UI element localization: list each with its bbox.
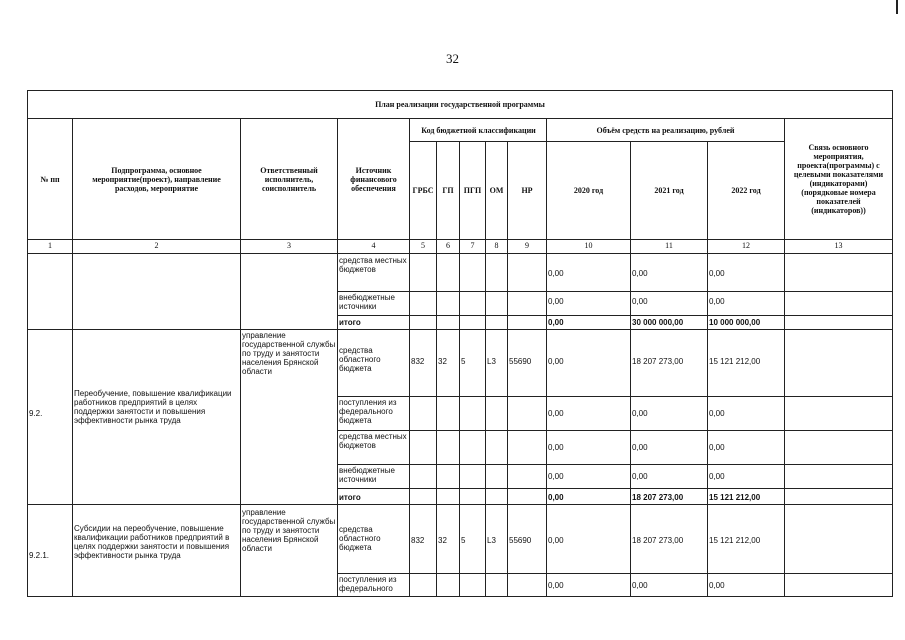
item-9-2-1-source-regional: средства областного бюджета (339, 525, 381, 552)
item-9-2-gp: 32 (438, 357, 447, 366)
item-9-2-nr: 55690 (509, 357, 532, 366)
colnum-10: 10 (584, 241, 593, 250)
header-gp: ГП (442, 186, 454, 195)
header-num: № пп (40, 174, 60, 184)
item-9-2-name: Переобучение, повышение квалификации работников предприятий в целях поддержки занятости и повышения эффективности рынка труда (74, 389, 232, 425)
colnum-7: 7 (470, 241, 475, 250)
item-9-2-total-2022: 15 121 212,00 (709, 493, 761, 502)
item-9-2-source-total: итого (339, 493, 361, 502)
page-number: 32 (446, 51, 459, 66)
item-9-2-1-grbs: 832 (411, 536, 425, 545)
cont-extra-2022: 0,00 (709, 297, 725, 306)
colnum-5: 5 (421, 241, 425, 250)
item-9-2-om: L3 (487, 357, 496, 366)
item-9-2-source-federal: поступления из федерального бюджета (339, 398, 397, 425)
colnum-9: 9 (525, 241, 529, 250)
item-9-2-1-federal-2021: 0,00 (632, 581, 648, 590)
header-nr: НР (521, 186, 533, 195)
item-9-2-federal-2020: 0,00 (548, 409, 564, 418)
item-9-2-extra-2022: 0,00 (709, 472, 725, 481)
item-9-2-1-source-federal: поступления из федерального (339, 575, 397, 593)
header-funds: Объём средств на реализацию, рублей (596, 125, 735, 135)
item-9-2-1-num: 9.2.1. (29, 551, 50, 560)
header-2021: 2021 год (654, 186, 684, 195)
item-9-2-grbs: 832 (411, 357, 425, 366)
item-9-2-pgp: 5 (461, 357, 466, 366)
item-9-2-1-federal-2022: 0,00 (709, 581, 725, 590)
item-9-2-extra-2020: 0,00 (548, 472, 564, 481)
item-9-2-1-om: L3 (487, 536, 496, 545)
colnum-2: 2 (154, 241, 159, 250)
colnum-12: 12 (742, 241, 750, 250)
item-9-2-num: 9.2. (29, 409, 43, 418)
item-9-2-1-regional-2020: 0,00 (548, 536, 564, 545)
colnum-11: 11 (665, 241, 673, 250)
header-link-indicators: Связь основного мероприятия, проекта(программы) с целевыми показателями (индикаторами) (порядковые номера показателей (индикаторов)) (793, 143, 884, 215)
cont-total-2020: 0,00 (548, 318, 564, 327)
header-grbs: ГРБС (412, 186, 434, 195)
cont-local-2021: 0,00 (632, 269, 648, 278)
cont-source-total: итого (339, 318, 361, 327)
item-9-2-1-regional-2021: 18 207 273,00 (632, 536, 684, 545)
header-budget-code: Код бюджетной классификации (421, 125, 536, 135)
colnum-4: 4 (371, 241, 376, 250)
item-9-2-total-2020: 0,00 (548, 493, 564, 502)
item-9-2-source-local: средства местных бюджетов (339, 432, 407, 450)
item-9-2-total-2021: 18 207 273,00 (632, 493, 684, 502)
item-9-2-regional-2021: 18 207 273,00 (632, 357, 684, 366)
cont-extra-2020: 0,00 (548, 297, 564, 306)
implementation-plan-table (27, 90, 893, 597)
colnum-8: 8 (494, 241, 499, 250)
table-title: План реализации государственной программы (375, 100, 545, 109)
item-9-2-local-2021: 0,00 (632, 443, 648, 452)
header-source: Источник финансового обеспечения (350, 165, 397, 193)
colnum-6: 6 (446, 241, 450, 250)
item-9-2-local-2020: 0,00 (548, 443, 564, 452)
header-2022: 2022 год (731, 186, 761, 195)
item-9-2-source-regional: средства областного бюджета (339, 346, 381, 373)
header-name: Подпрограмма, основное мероприятие(проект), направление расходов, мероприятие (92, 165, 221, 193)
item-9-2-1-federal-2020: 0,00 (548, 581, 564, 590)
item-9-2-1-regional-2022: 15 121 212,00 (709, 536, 761, 545)
header-om: ОМ (489, 186, 504, 195)
item-9-2-federal-2021: 0,00 (632, 409, 648, 418)
colnum-3: 3 (287, 241, 291, 250)
item-9-2-responsible: управление государственной службы по труду и занятости населения Брянской области (242, 331, 336, 376)
item-9-2-federal-2022: 0,00 (709, 409, 725, 418)
item-9-2-local-2022: 0,00 (709, 443, 725, 452)
header-pgp: ПГП (463, 186, 482, 195)
cont-source-extra: внебюджетные источники (339, 293, 395, 311)
header-2020: 2020 год (573, 186, 604, 195)
item-9-2-1-pgp: 5 (461, 536, 466, 545)
item-9-2-1-nr: 55690 (509, 536, 532, 545)
cont-total-2021: 30 000 000,00 (632, 318, 684, 327)
item-9-2-source-extra: внебюджетные источники (339, 466, 395, 484)
item-9-2-regional-2022: 15 121 212,00 (709, 357, 761, 366)
cont-local-2022: 0,00 (709, 269, 725, 278)
cont-local-2020: 0,00 (548, 269, 564, 278)
item-9-2-1-name: Субсидии на переобучение, повышение квалификации работников предприятий в целях поддержки занятости и повышения эффективности рынка труда (74, 524, 230, 560)
item-9-2-regional-2020: 0,00 (548, 357, 564, 366)
cont-total-2022: 10 000 000,00 (709, 318, 761, 327)
colnum-1: 1 (48, 241, 52, 250)
item-9-2-extra-2021: 0,00 (632, 472, 648, 481)
item-9-2-1-responsible: управление государственной службы по труду и занятости населения Брянской области (242, 508, 336, 553)
header-responsible: Ответственный исполнитель, соисполнитель (260, 165, 318, 193)
edge-mark (896, 0, 898, 14)
cont-source-local: средства местных бюджетов (339, 256, 407, 274)
item-9-2-1-gp: 32 (438, 536, 447, 545)
colnum-13: 13 (834, 241, 843, 250)
cont-extra-2021: 0,00 (632, 297, 648, 306)
